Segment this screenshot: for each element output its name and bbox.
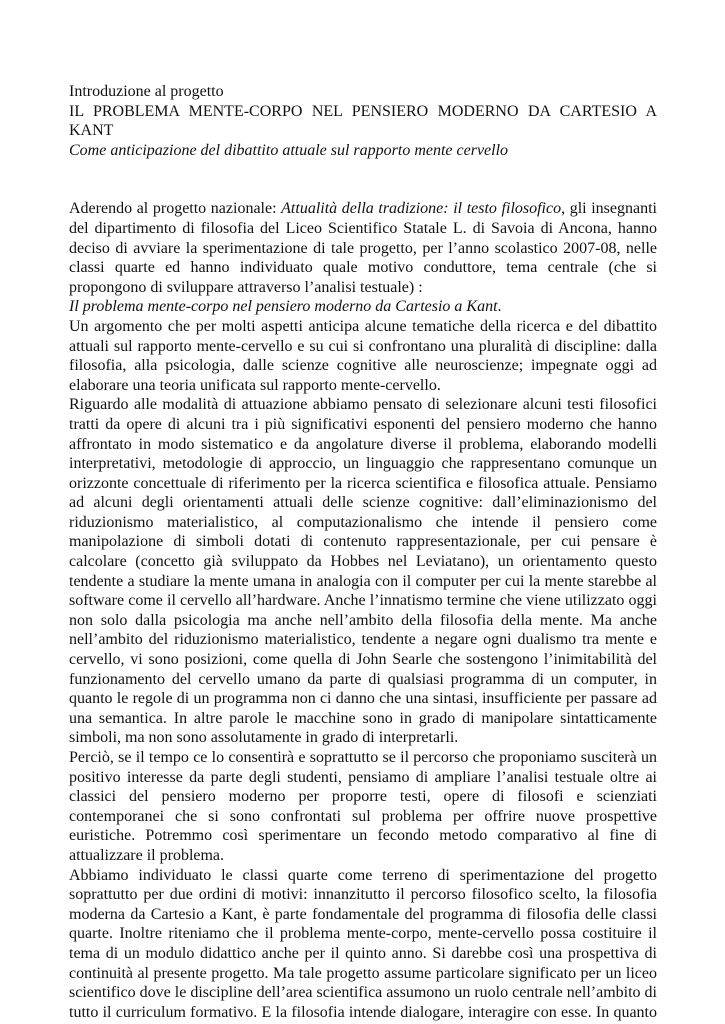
document-subtitle: Come anticipazione del dibattito attuale sul rapporto mente cervello: [69, 141, 509, 159]
section-spacer: [69, 160, 657, 199]
document-title: IL PROBLEMA MENTE-CORPO NEL PENSIERO MODERNO DA CARTESIO A KANT: [69, 102, 657, 140]
paragraph-methods: Riguardo alle modalità di attuazione abbiamo pensato di selezionare alcuni testi filosofici tratti da opere di alcuni tra i più significativi esponenti del pensiero moderno che hanno affrontato in modo sistematico e da angolature diverse il problema, elaborando modelli interpretativi, metodologie di approccio, un linguaggio che rappresentano comunque un orizzonte concettuale di riferimento per la ricerca scientifica e filosofica attuale. Pensiamo ad alcuni degli orientamenti attuali delle scienze cognitive: dall’eliminazionismo del riduzionismo materialistico, al computazionalismo che intende il pensiero come manipolazione di simboli dotati di contenuto rappresentazionale, per cui pensare è calcolare (concetto già sviluppato da Hobbes nel Leviatano), un orientamento questo tendente a studiare la mente umana in analogia con il computer per cui la mente starebbe al software come il cervello all’hardware. Anche l’innatismo termine che viene utilizzato oggi non solo dalla psicologia ma anche nell’ambito della filosofia della mente. Ma anche nell’ambito del riduzionismo materialistico, tendente a negare ogni dualismo tra mente e cervello, vi sono posizioni, come quella di John Searle che sostengono l’inimitabilità del funzionamento del cervello umano da parte di qualsiasi programma di un computer, in quanto le regole di un programma non ci danno che una sintasi, insufficiente per passare ad una semantica. In altre parole le macchine sono in grado di manipolare sintatticamente simboli, ma non sono assolutamente in grado di interpretarli.: [69, 396, 657, 747]
paragraph-intro: [69, 199, 657, 297]
paragraph-intro-prefix: Aderendo al progetto nazionale:: [69, 200, 282, 218]
paragraph-intro-suffix: , gli insegnanti del dipartimento di filosofia del Liceo Scientifico Statale L. di Savoia di Ancona, hanno deciso di avviare la sperimentazione di tale progetto, per l’anno scolastico 2007-08, nelle classi quarte ed hanno individuato quale motivo conduttore, tema centrale (che si propongono di sviluppare attraverso l’analisi testuale) :: [69, 200, 657, 296]
project-name: Attualità della tradizione: il testo filosofico: [281, 200, 562, 218]
paragraph-extension: Perciò, se il tempo ce lo consentirà e soprattutto se il percorso che proponiamo susciterà un positivo interesse da parte degli studenti, pensiamo di ampliare l’analisi testuale oltre ai classici del pensiero moderno per proporre testi, opere di filosofi e scienziati contemporanei che si sono confrontati sul problema per offrire nuove prospettive euristiche. Potremmo così sperimentare un fecondo metodo comparativo al fine di attualizzare il problema.: [69, 749, 657, 864]
theme-title-period: .: [497, 298, 502, 316]
paragraph-theme: [69, 297, 657, 317]
intro-label: Introduzione al progetto: [69, 83, 224, 100]
document-page: [69, 82, 657, 1022]
paragraph-classes: Abbiamo individuato le classi quarte come terreno di sperimentazione del progetto soprattutto per due ordini di motivi: innanzitutto il percorso filosofico scelto, la filosofia moderna da Cartesio a Kant, è parte fondamentale del programma di filosofia delle classi quarte. Inoltre riteniamo che il problema mente-corpo, mente-cervello possa costituire il tema di un modulo didattico anche per il quinto anno. Si darebbe così una prospettiva di continuità al presente progetto. Ma tale progetto assume particolare significato per un liceo scientifico dove le discipline dell’area scientifica assumono un ruolo centrale nell’ambito di tutto il curriculum formativo. E la filosofia intende dialogare, interagire con esse. In quanto: [69, 866, 657, 1021]
paragraph-argument: Un argomento che per molti aspetti anticipa alcune tematiche della ricerca e del dibattito attuali sul rapporto mente-cervello e su cui si confrontano una pluralità di discipline: dalla filosofia, alla psicologia, dalle scienze cognitive alle neuroscienze; impegnate oggi ad elaborare una teoria unificata sul rapporto mente-cervello.: [69, 317, 657, 394]
theme-title: Il problema mente-corpo nel pensiero moderno da Cartesio a Kant: [69, 298, 498, 316]
